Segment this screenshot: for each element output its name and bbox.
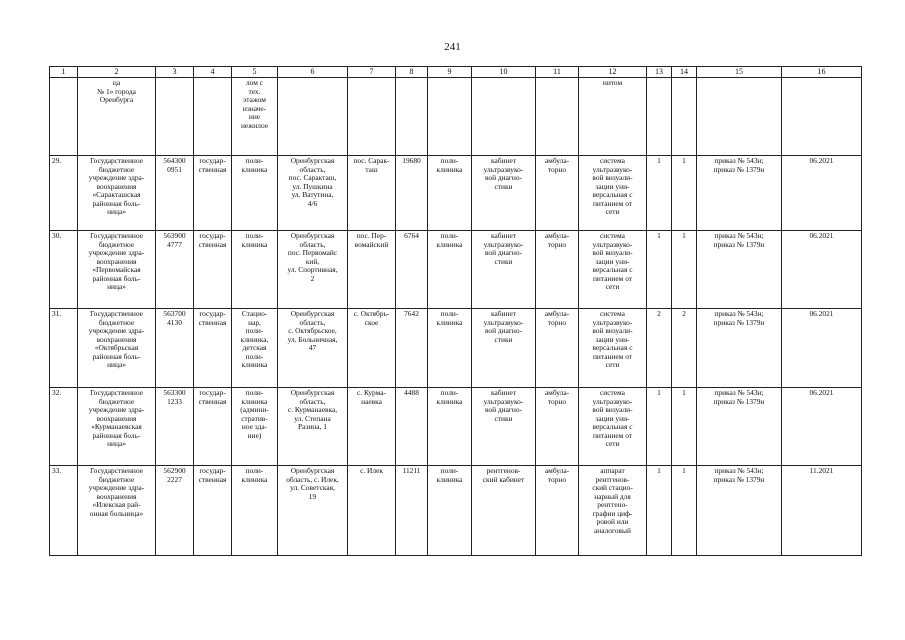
population-cell: 4488 [396,388,428,466]
date-cell: 06.2021 [782,388,862,466]
facility-type-cell: лом с тех. этажом изначе- ние нежилое [232,78,278,156]
quantity-cell: 2 [672,309,697,388]
table-row [50,388,862,466]
quantity-cell: 1 [647,466,672,556]
quantity-cell [647,78,672,156]
column-number-row [50,67,862,78]
population-cell: 11211 [396,466,428,556]
row-number-cell: 32. [50,388,78,466]
cabinet-cell: кабинет ультразвуко- вой диагно- стики [472,231,536,309]
organization-name-cell: Государственное бюджетное учреждение здра- воохранения «Илекская рай- онная больница» [78,466,156,556]
population-cell: 19680 [396,156,428,231]
order-cell: приказ № 543н; приказ № 1379н [697,466,782,556]
facility-type-cell: Стацио- нар, поли- клиника, детская поли- клиника [232,309,278,388]
unit-cell: поли- клиника [428,466,472,556]
cabinet-cell: кабинет ультразвуко- вой диагно- стики [472,388,536,466]
address-cell: Оренбургская область, с. Курманаевка, ул. Степана Разина, 1 [278,388,348,466]
facility-type-cell: поли- клиника [232,466,278,556]
locality-cell: с. Октябрь- ское [348,309,396,388]
equipment-cell: аппарат рентгенов- ский стацио- нарный для рентгено- графии циф- ровой или аналоговый [579,466,647,556]
column-number: 11 [536,67,579,78]
registry-table [49,66,862,556]
equipment-cell: система ультразвуко- вой визуали- зации уни- версальная с питанием от сети [579,309,647,388]
row-number-cell: 30. [50,231,78,309]
table-row [50,309,862,388]
column-number: 3 [156,67,194,78]
inn-cell: 564300 0951 [156,156,194,231]
organization-name-cell: Государственное бюджетное учреждение здра- воохранения «Курманаевская районная боль- ница» [78,388,156,466]
table-row-continuation [50,78,862,156]
column-number: 9 [428,67,472,78]
order-cell: приказ № 543н; приказ № 1379н [697,309,782,388]
column-number: 6 [278,67,348,78]
inn-cell: 563300 1233 [156,388,194,466]
care-form-cell: амбула- торно [536,156,579,231]
column-number: 12 [579,67,647,78]
quantity-cell: 1 [672,388,697,466]
table-row [50,231,862,309]
date-cell: 06.2021 [782,156,862,231]
page-number: 241 [444,41,461,53]
quantity-cell: 1 [647,156,672,231]
care-form-cell: амбула- торно [536,231,579,309]
order-cell: приказ № 543н; приказ № 1379н [697,231,782,309]
inn-cell: 563900 4777 [156,231,194,309]
order-cell: приказ № 543н; приказ № 1379н [697,156,782,231]
cabinet-cell: кабинет ультразвуко- вой диагно- стики [472,309,536,388]
quantity-cell: 1 [672,231,697,309]
locality-cell [348,78,396,156]
column-number: 16 [782,67,862,78]
column-number: 5 [232,67,278,78]
unit-cell [428,78,472,156]
inn-cell: 563700 4130 [156,309,194,388]
table-row [50,466,862,556]
address-cell: Оренбургская область, с. Илек, ул. Советская, 19 [278,466,348,556]
date-cell [782,78,862,156]
row-number-cell: 33. [50,466,78,556]
facility-type-cell: поли- клиника (админи- стратив- ное зда- ние) [232,388,278,466]
address-cell: Оренбургская область, пос. Саракташ, ул. Пушкина ул. Ватутина, 4/6 [278,156,348,231]
date-cell: 06.2021 [782,231,862,309]
equipment-cell: система ультразвуко- вой визуали- зации уни- версальная с питанием от сети [579,231,647,309]
organization-name-cell: ца № 1» города Оренбурга [78,78,156,156]
facility-type-cell: поли- клиника [232,231,278,309]
equipment-cell: система ультразвуко- вой визуали- зации уни- версальная с питанием от сети [579,156,647,231]
row-number-cell [50,78,78,156]
column-number: 14 [672,67,697,78]
locality-cell: с. Курма- наевка [348,388,396,466]
column-number: 8 [396,67,428,78]
ownership-cell [194,78,232,156]
facility-type-cell: поли- клиника [232,156,278,231]
equipment-cell: нитом [579,78,647,156]
address-cell: Оренбургская область, пос. Первомайс кий, ул. Спортивная, 2 [278,231,348,309]
unit-cell: поли- клиника [428,156,472,231]
table-row [50,156,862,231]
care-form-cell: амбула- торно [536,388,579,466]
ownership-cell: государ- ственная [194,466,232,556]
row-number-cell: 29. [50,156,78,231]
column-number: 7 [348,67,396,78]
locality-cell: с. Илек [348,466,396,556]
date-cell: 11.2021 [782,466,862,556]
population-cell: 7642 [396,309,428,388]
quantity-cell: 1 [647,388,672,466]
column-number: 13 [647,67,672,78]
order-cell [697,78,782,156]
quantity-cell: 1 [672,466,697,556]
column-number: 15 [697,67,782,78]
organization-name-cell: Государственное бюджетное учреждение здра- воохранения «Первомайская районная боль- ница» [78,231,156,309]
quantity-cell [672,78,697,156]
row-number-cell: 31. [50,309,78,388]
quantity-cell: 2 [647,309,672,388]
cabinet-cell: рентгенов- ский кабинет [472,466,536,556]
unit-cell: поли- клиника [428,388,472,466]
ownership-cell: государ- ственная [194,156,232,231]
unit-cell: поли- клиника [428,309,472,388]
column-number: 10 [472,67,536,78]
inn-cell [156,78,194,156]
ownership-cell: государ- ственная [194,309,232,388]
cabinet-cell: кабинет ультразвуко- вой диагно- стики [472,156,536,231]
address-cell [278,78,348,156]
inn-cell: 562900 2227 [156,466,194,556]
equipment-cell: система ультразвуко- вой визуали- зации уни- версальная с питанием от сети [579,388,647,466]
column-number: 1 [50,67,78,78]
address-cell: Оренбургская область, с. Октябрьское, ул. Больничная, 47 [278,309,348,388]
column-number: 2 [78,67,156,78]
organization-name-cell: Государственное бюджетное учреждение здра- воохранения «Октябрьская районная боль- ница» [78,309,156,388]
column-number: 4 [194,67,232,78]
date-cell: 06.2021 [782,309,862,388]
organization-name-cell: Государственное бюджетное учреждение здра- воохранения «Саракташская районная боль- ница» [78,156,156,231]
locality-cell: пос. Сарак- таш [348,156,396,231]
unit-cell: поли- клиника [428,231,472,309]
population-cell: 6764 [396,231,428,309]
order-cell: приказ № 543н; приказ № 1379н [697,388,782,466]
ownership-cell: государ- ственная [194,388,232,466]
quantity-cell: 1 [647,231,672,309]
population-cell [396,78,428,156]
care-form-cell [536,78,579,156]
care-form-cell: амбула- торно [536,309,579,388]
locality-cell: пос. Пер- вомайский [348,231,396,309]
quantity-cell: 1 [672,156,697,231]
care-form-cell: амбула- торно [536,466,579,556]
ownership-cell: государ- ственная [194,231,232,309]
cabinet-cell [472,78,536,156]
